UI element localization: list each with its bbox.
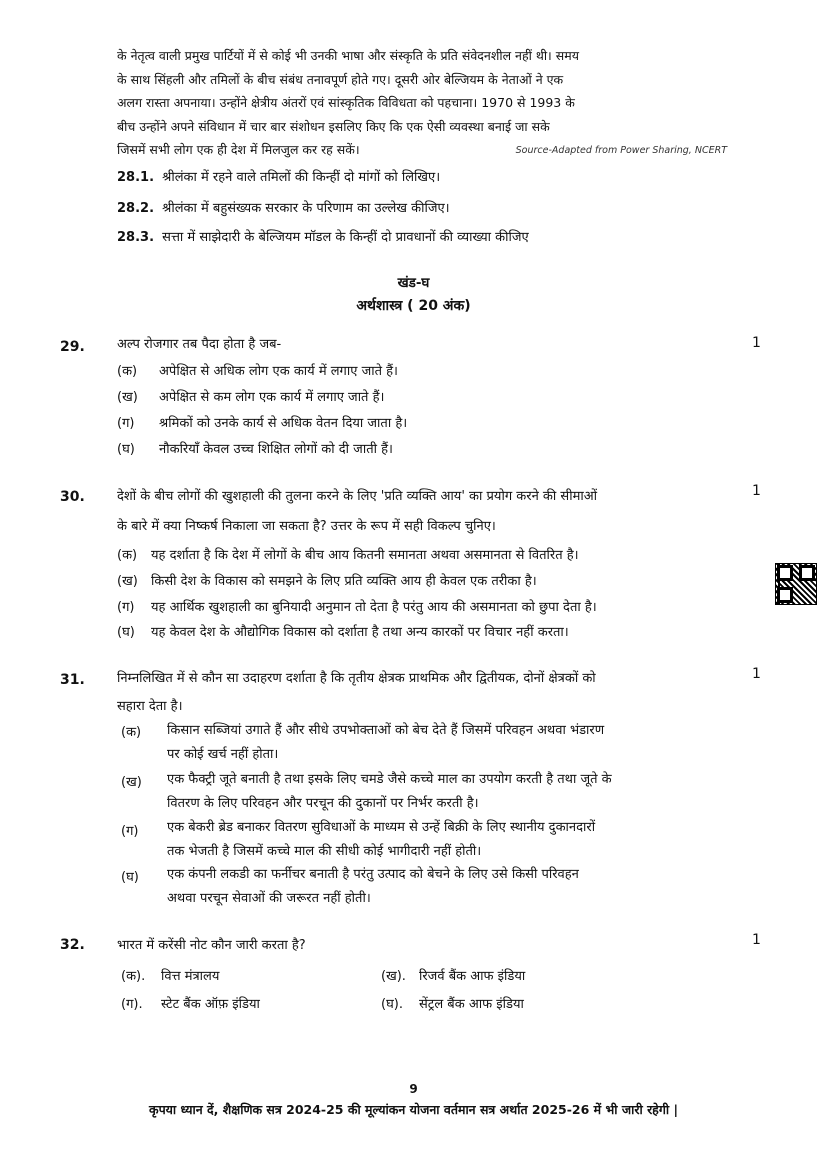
option-text: एक बेकरी ब्रेड बनाकर वितरण सुविधाओं के माध्यम से उन्हें बिक्री के लिए स्थानीय दुकानदारों तक भेजती है जिसमें कच्चे माल की सीधी कोई भागीदारी नहीं होती।	[167, 820, 596, 859]
question-mark: 1	[752, 666, 761, 682]
option-label: (क)	[117, 548, 138, 563]
option-text: किसी देश के विकास को समझने के लिए प्रति व्यक्ति आय ही केवल एक तरीका है।	[151, 574, 537, 589]
question-text-line: सहारा देता है।	[117, 699, 183, 714]
option-label: (क)	[117, 364, 138, 379]
question-mark: 1	[752, 932, 761, 948]
option-label: (ग).	[121, 997, 143, 1012]
page-number: 9	[409, 1082, 418, 1096]
subquestion-text: सत्ता में साझेदारी के बेल्जियम मॉडल के किन्हीं दो प्रावधानों की व्याख्या कीजिए	[162, 230, 529, 245]
qr-code-image	[775, 563, 817, 605]
option-label: (घ)	[117, 625, 135, 640]
subquestion-number: 28.2.	[117, 201, 155, 216]
option-label: (क).	[121, 969, 146, 984]
subquestion-number: 28.3.	[117, 230, 155, 245]
subquestion-text: श्रीलंका में बहुसंख्यक सरकार के परिणाम का उल्लेख कीजिए।	[162, 201, 450, 216]
subquestion-28-3	[117, 227, 529, 245]
option-label: (क)	[121, 725, 142, 740]
question-number: 32.	[60, 937, 85, 953]
passage	[117, 44, 727, 162]
option-label: (घ)	[117, 442, 135, 457]
question-number: 31.	[60, 672, 85, 688]
option-text: यह आर्थिक खुशहाली का बुनियादी अनुमान तो देता है परंतु आय की असमानता को छुपा देता है।	[151, 600, 597, 615]
option-text: किसान सब्जियां उगाते हैं और सीधे उपभोक्ताओं को बेच देते हैं जिसमें परिवहन अथवा भंडारण पर कोई खर्च नहीं होता।	[167, 723, 605, 762]
passage-line-last: जिसमें सभी लोग एक ही देश में मिलजुल कर रह सकें। Source-Adapted from Power Sharing, NCERT	[117, 138, 727, 162]
option-label: (ख)	[117, 390, 138, 405]
question-text: अल्प रोजगार तब पैदा होता है जब-	[117, 337, 282, 352]
option-text: रिजर्व बैंक आफ इंडिया	[419, 969, 526, 984]
option-label: (ग)	[117, 600, 135, 615]
subquestion-28-1	[117, 167, 440, 185]
option-text: वित्त मंत्रालय	[161, 969, 220, 984]
footer-note: कृपया ध्यान दें, शैक्षणिक सत्र 2024-25 की मूल्यांकन योजना वर्तमान सत्र अर्थात 2025-26 में भी जारी रहेगी |	[148, 1102, 679, 1117]
option-label: (ग)	[117, 416, 135, 431]
option-text: श्रमिकों को उनके कार्य से अधिक वेतन दिया जाता है।	[159, 416, 408, 431]
option-label: (घ)	[121, 870, 139, 885]
section-title: खंड-घ	[397, 275, 430, 291]
option-label: (ख).	[381, 969, 406, 984]
option-text: स्टेट बैंक ऑफ़ इंडिया	[161, 997, 260, 1012]
subquestion-text: श्रीलंका में रहने वाले तमिलों की किन्हीं दो मांगों को लिखिए।	[162, 170, 441, 185]
option-label: (ख)	[117, 574, 138, 589]
option-text: यह दर्शाता है कि देश में लोगों के बीच आय कितनी समानता अथवा असमानता से वितरित है।	[151, 548, 579, 563]
question-number: 30.	[60, 489, 85, 505]
question-number: 29.	[60, 339, 85, 355]
option-text: एक कंपनी लकडी का फर्नीचर बनाती है परंतु उत्पाद को बेचने के लिए उसे किसी परिवहन अथवा परचून सेवाओं की जरूरत नहीं होती।	[167, 867, 579, 906]
section-subtitle: अर्थशास्त्र ( 20 अंक)	[356, 298, 471, 314]
question-text-line: निम्नलिखित में से कौन सा उदाहरण दर्शाता है कि तृतीय क्षेत्रक प्राथमिक और द्वितीयक, दोनों क्षेत्रकों को	[117, 671, 596, 686]
option-text: एक फैक्ट्री जूते बनाती है तथा इसके लिए चमडे जैसे कच्चे माल का उपयोग करती है तथा जूते के वितरण के लिए परिवहन और परचून की दुकानों पर निर्भर करती है।	[167, 772, 612, 811]
option-text: अपेक्षित से कम लोग एक कार्य में लगाए जाते हैं।	[159, 390, 385, 405]
option-text: यह केवल देश के औद्योगिक विकास को दर्शाता है तथा अन्य कारकों पर विचार नहीं करता।	[151, 625, 569, 640]
passage-line: बीच उन्होंने अपने संविधान में चार बार संशोधन इसलिए किए कि एक ऐसी व्यवस्था बनाई जा सके	[117, 118, 550, 134]
question-text-line: के बारे में क्या निष्कर्ष निकाला जा सकता है? उत्तर के रूप में सही विकल्प चुनिए।	[117, 519, 496, 534]
question-text-line: देशों के बीच लोगों की खुशहाली की तुलना करने के लिए 'प्रति व्यक्ति आय' का प्रयोग करने की सीमाओं	[117, 489, 597, 504]
passage-line: के नेतृत्व वाली प्रमुख पार्टियों में से कोई भी उनकी भाषा और संस्कृति के प्रति संवेदनशील नहीं थी। समय	[117, 48, 579, 63]
question-text: भारत में करेंसी नोट कौन जारी करता है?	[117, 938, 306, 953]
passage-line: के साथ सिंहली और तमिलों के बीच संबंध तनावपूर्ण होते गए। दूसरी ओर बेल्जियम के नेताओं ने एक	[117, 71, 564, 87]
option-label: (घ).	[381, 997, 403, 1012]
question-mark: 1	[752, 483, 761, 499]
subquestion-28-2	[117, 198, 450, 216]
option-label: (ख)	[121, 775, 142, 790]
option-label: (ग)	[121, 824, 139, 839]
passage-source: Source-Adapted from Power Sharing, NCERT	[515, 145, 727, 156]
option-text: सेंट्रल बैंक आफ इंडिया	[419, 997, 524, 1012]
option-text: अपेक्षित से अधिक लोग एक कार्य में लगाए जाते हैं।	[159, 364, 398, 379]
passage-line: अलग रास्ता अपनाया। उन्होंने क्षेत्रीय अंतरों एवं सांस्कृतिक विविधता को पहचाना। 1970 से 1993 के	[117, 95, 575, 110]
option-text: नौकरियाँ केवल उच्च शिक्षित लोगों को दी जाती हैं।	[159, 442, 393, 457]
subquestion-number: 28.1.	[117, 170, 155, 185]
question-mark: 1	[752, 335, 761, 351]
